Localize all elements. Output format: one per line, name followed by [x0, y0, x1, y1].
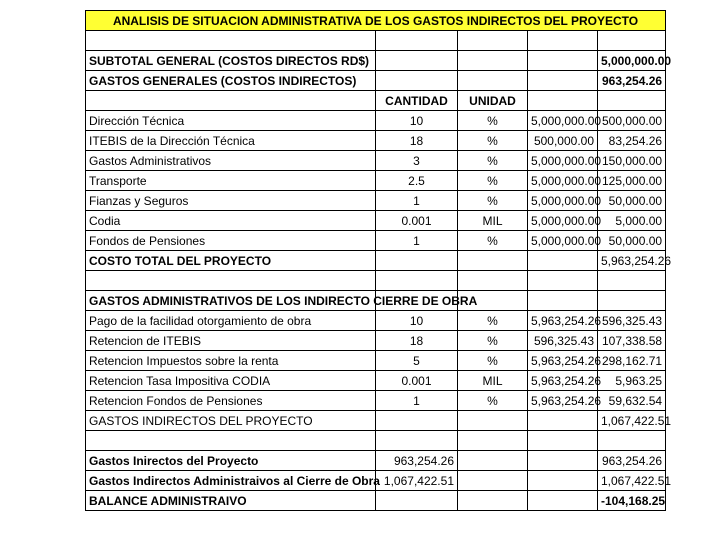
subtotal-label: SUBTOTAL GENERAL (COSTOS DIRECTOS RD$)	[86, 51, 376, 71]
row-amount: 150,000.00	[598, 151, 666, 171]
row-base-amount: 5,000,000.00	[528, 151, 598, 171]
row-concept: Pago de la facilidad otorgamiento de obra	[86, 311, 376, 331]
row-unit: %	[458, 311, 528, 331]
empty-cell	[376, 251, 458, 271]
row-concept: Retencion de ITEBIS	[86, 331, 376, 351]
header-unidad: UNIDAD	[458, 91, 528, 111]
row-base-amount: 5,000,000.00	[528, 171, 598, 191]
empty-cell	[528, 91, 598, 111]
empty-cell	[528, 411, 598, 431]
empty-cell	[528, 431, 598, 451]
empty-cell	[458, 471, 528, 491]
gastos-generales-label: GASTOS GENERALES (COSTOS INDIRECTOS)	[86, 71, 376, 91]
empty-cell	[598, 271, 666, 291]
blank-row	[86, 271, 666, 291]
summary-row	[86, 471, 666, 491]
row-quantity: 1	[376, 191, 458, 211]
blank-row	[86, 431, 666, 451]
table-row	[86, 131, 666, 151]
row-base-amount: 5,963,254.26	[528, 391, 598, 411]
table-row	[86, 211, 666, 231]
costo-total-label: COSTO TOTAL DEL PROYECTO	[86, 251, 376, 271]
row-quantity: 3	[376, 151, 458, 171]
row-concept: Fondos de Pensiones	[86, 231, 376, 251]
row-amount: 50,000.00	[598, 231, 666, 251]
empty-cell	[376, 31, 458, 51]
summary-label: Gastos Indirectos Administraivos al Cierre de Obra	[86, 471, 376, 491]
sheet-title: ANALISIS DE SITUACION ADMINISTRATIVA DE LOS GASTOS INDIRECTOS DEL PROYECTO	[86, 11, 666, 31]
balance-value: -104,168.25	[598, 491, 666, 511]
row-unit: %	[458, 191, 528, 211]
balance-row	[86, 491, 666, 511]
table-row	[86, 111, 666, 131]
row-base-amount: 5,963,254.26	[528, 371, 598, 391]
row-base-amount: 5,963,254.26	[528, 311, 598, 331]
table-row	[86, 191, 666, 211]
row-quantity: 5	[376, 351, 458, 371]
empty-cell	[528, 31, 598, 51]
row-amount: 107,338.58	[598, 331, 666, 351]
row-base-amount: 500,000.00	[528, 131, 598, 151]
row-unit: %	[458, 171, 528, 191]
subtotal-value: 5,000,000.00	[598, 51, 666, 71]
empty-cell	[458, 71, 528, 91]
costo-total-row	[86, 251, 666, 271]
row-amount: 83,254.26	[598, 131, 666, 151]
summary-row	[86, 451, 666, 471]
table-row	[86, 331, 666, 351]
empty-cell	[528, 491, 598, 511]
row-unit: %	[458, 351, 528, 371]
empty-cell	[598, 31, 666, 51]
empty-cell	[458, 431, 528, 451]
summary-value-a: 963,254.26	[376, 451, 458, 471]
title-row	[86, 11, 666, 31]
empty-cell	[458, 271, 528, 291]
empty-cell	[376, 411, 458, 431]
empty-cell	[458, 251, 528, 271]
row-concept: Fianzas y Seguros	[86, 191, 376, 211]
row-concept: Retencion Fondos de Pensiones	[86, 391, 376, 411]
empty-cell	[528, 471, 598, 491]
row-amount: 500,000.00	[598, 111, 666, 131]
row-base-amount: 5,000,000.00	[528, 111, 598, 131]
table-row	[86, 391, 666, 411]
row-quantity: 10	[376, 111, 458, 131]
gastos-indirectos-row	[86, 411, 666, 431]
subtotal-row	[86, 51, 666, 71]
empty-cell	[528, 71, 598, 91]
row-quantity: 2.5	[376, 171, 458, 191]
row-unit: %	[458, 231, 528, 251]
row-unit: %	[458, 391, 528, 411]
empty-cell	[376, 51, 458, 71]
table-row	[86, 371, 666, 391]
empty-cell	[458, 31, 528, 51]
row-quantity: 10	[376, 311, 458, 331]
empty-cell	[528, 51, 598, 71]
empty-cell	[458, 411, 528, 431]
row-unit: %	[458, 151, 528, 171]
empty-cell	[528, 251, 598, 271]
row-base-amount: 5,000,000.00	[528, 211, 598, 231]
row-quantity: 0.001	[376, 211, 458, 231]
empty-cell	[458, 51, 528, 71]
table-row	[86, 231, 666, 251]
row-amount: 298,162.71	[598, 351, 666, 371]
empty-cell	[86, 31, 376, 51]
row-amount: 50,000.00	[598, 191, 666, 211]
row-concept: Transporte	[86, 171, 376, 191]
gastos-indirectos-value: 1,067,422.51	[598, 411, 666, 431]
row-unit: MIL	[458, 211, 528, 231]
table-row	[86, 351, 666, 371]
row-unit: %	[458, 111, 528, 131]
row-amount: 596,325.43	[598, 311, 666, 331]
blank-row	[86, 31, 666, 51]
header-row	[86, 91, 666, 111]
summary-value-b: 1,067,422.51	[598, 471, 666, 491]
empty-cell	[458, 491, 528, 511]
empty-cell	[598, 91, 666, 111]
empty-cell	[376, 491, 458, 511]
row-quantity: 0.001	[376, 371, 458, 391]
indirect-costs-sheet	[85, 10, 672, 511]
summary-value-b: 963,254.26	[598, 451, 666, 471]
section2-title: GASTOS ADMINISTRATIVOS DE LOS INDIRECTO CIERRE DE OBRA	[86, 291, 376, 311]
table-row	[86, 171, 666, 191]
row-concept: Dirección Técnica	[86, 111, 376, 131]
empty-cell	[528, 291, 598, 311]
summary-value-a: 1,067,422.51	[376, 471, 458, 491]
row-quantity: 1	[376, 391, 458, 411]
gastos-generales-value: 963,254.26	[598, 71, 666, 91]
row-base-amount: 5,963,254.26	[528, 351, 598, 371]
empty-cell	[376, 71, 458, 91]
row-amount: 125,000.00	[598, 171, 666, 191]
header-cantidad: CANTIDAD	[376, 91, 458, 111]
empty-cell	[86, 271, 376, 291]
row-unit: MIL	[458, 371, 528, 391]
empty-cell	[86, 431, 376, 451]
empty-cell	[528, 271, 598, 291]
row-unit: %	[458, 331, 528, 351]
row-base-amount: 5,000,000.00	[528, 191, 598, 211]
row-concept: ITEBIS de la Dirección Técnica	[86, 131, 376, 151]
sheet-body	[86, 11, 672, 511]
table-row	[86, 151, 666, 171]
row-base-amount: 5,000,000.00	[528, 231, 598, 251]
row-quantity: 18	[376, 331, 458, 351]
row-base-amount: 596,325.43	[528, 331, 598, 351]
empty-cell	[598, 291, 666, 311]
row-concept: Gastos Administrativos	[86, 151, 376, 171]
empty-cell	[458, 451, 528, 471]
row-concept: Retencion Tasa Impositiva CODIA	[86, 371, 376, 391]
empty-cell	[376, 271, 458, 291]
empty-cell	[598, 431, 666, 451]
row-amount: 5,000.00	[598, 211, 666, 231]
row-quantity: 1	[376, 231, 458, 251]
gastos-generales-row	[86, 71, 666, 91]
table-row	[86, 311, 666, 331]
row-concept: Retencion Impuestos sobre la renta	[86, 351, 376, 371]
gastos-indirectos-label: GASTOS INDIRECTOS DEL PROYECTO	[86, 411, 376, 431]
balance-label: BALANCE ADMINISTRAIVO	[86, 491, 376, 511]
section2-title-row	[86, 291, 666, 311]
row-amount: 5,963.25	[598, 371, 666, 391]
costo-total-value: 5,963,254.26	[598, 251, 666, 271]
row-concept: Codia	[86, 211, 376, 231]
row-unit: %	[458, 131, 528, 151]
summary-label: Gastos Inirectos del Proyecto	[86, 451, 376, 471]
empty-cell	[528, 451, 598, 471]
row-amount: 59,632.54	[598, 391, 666, 411]
empty-cell	[86, 91, 376, 111]
empty-cell	[376, 431, 458, 451]
row-quantity: 18	[376, 131, 458, 151]
